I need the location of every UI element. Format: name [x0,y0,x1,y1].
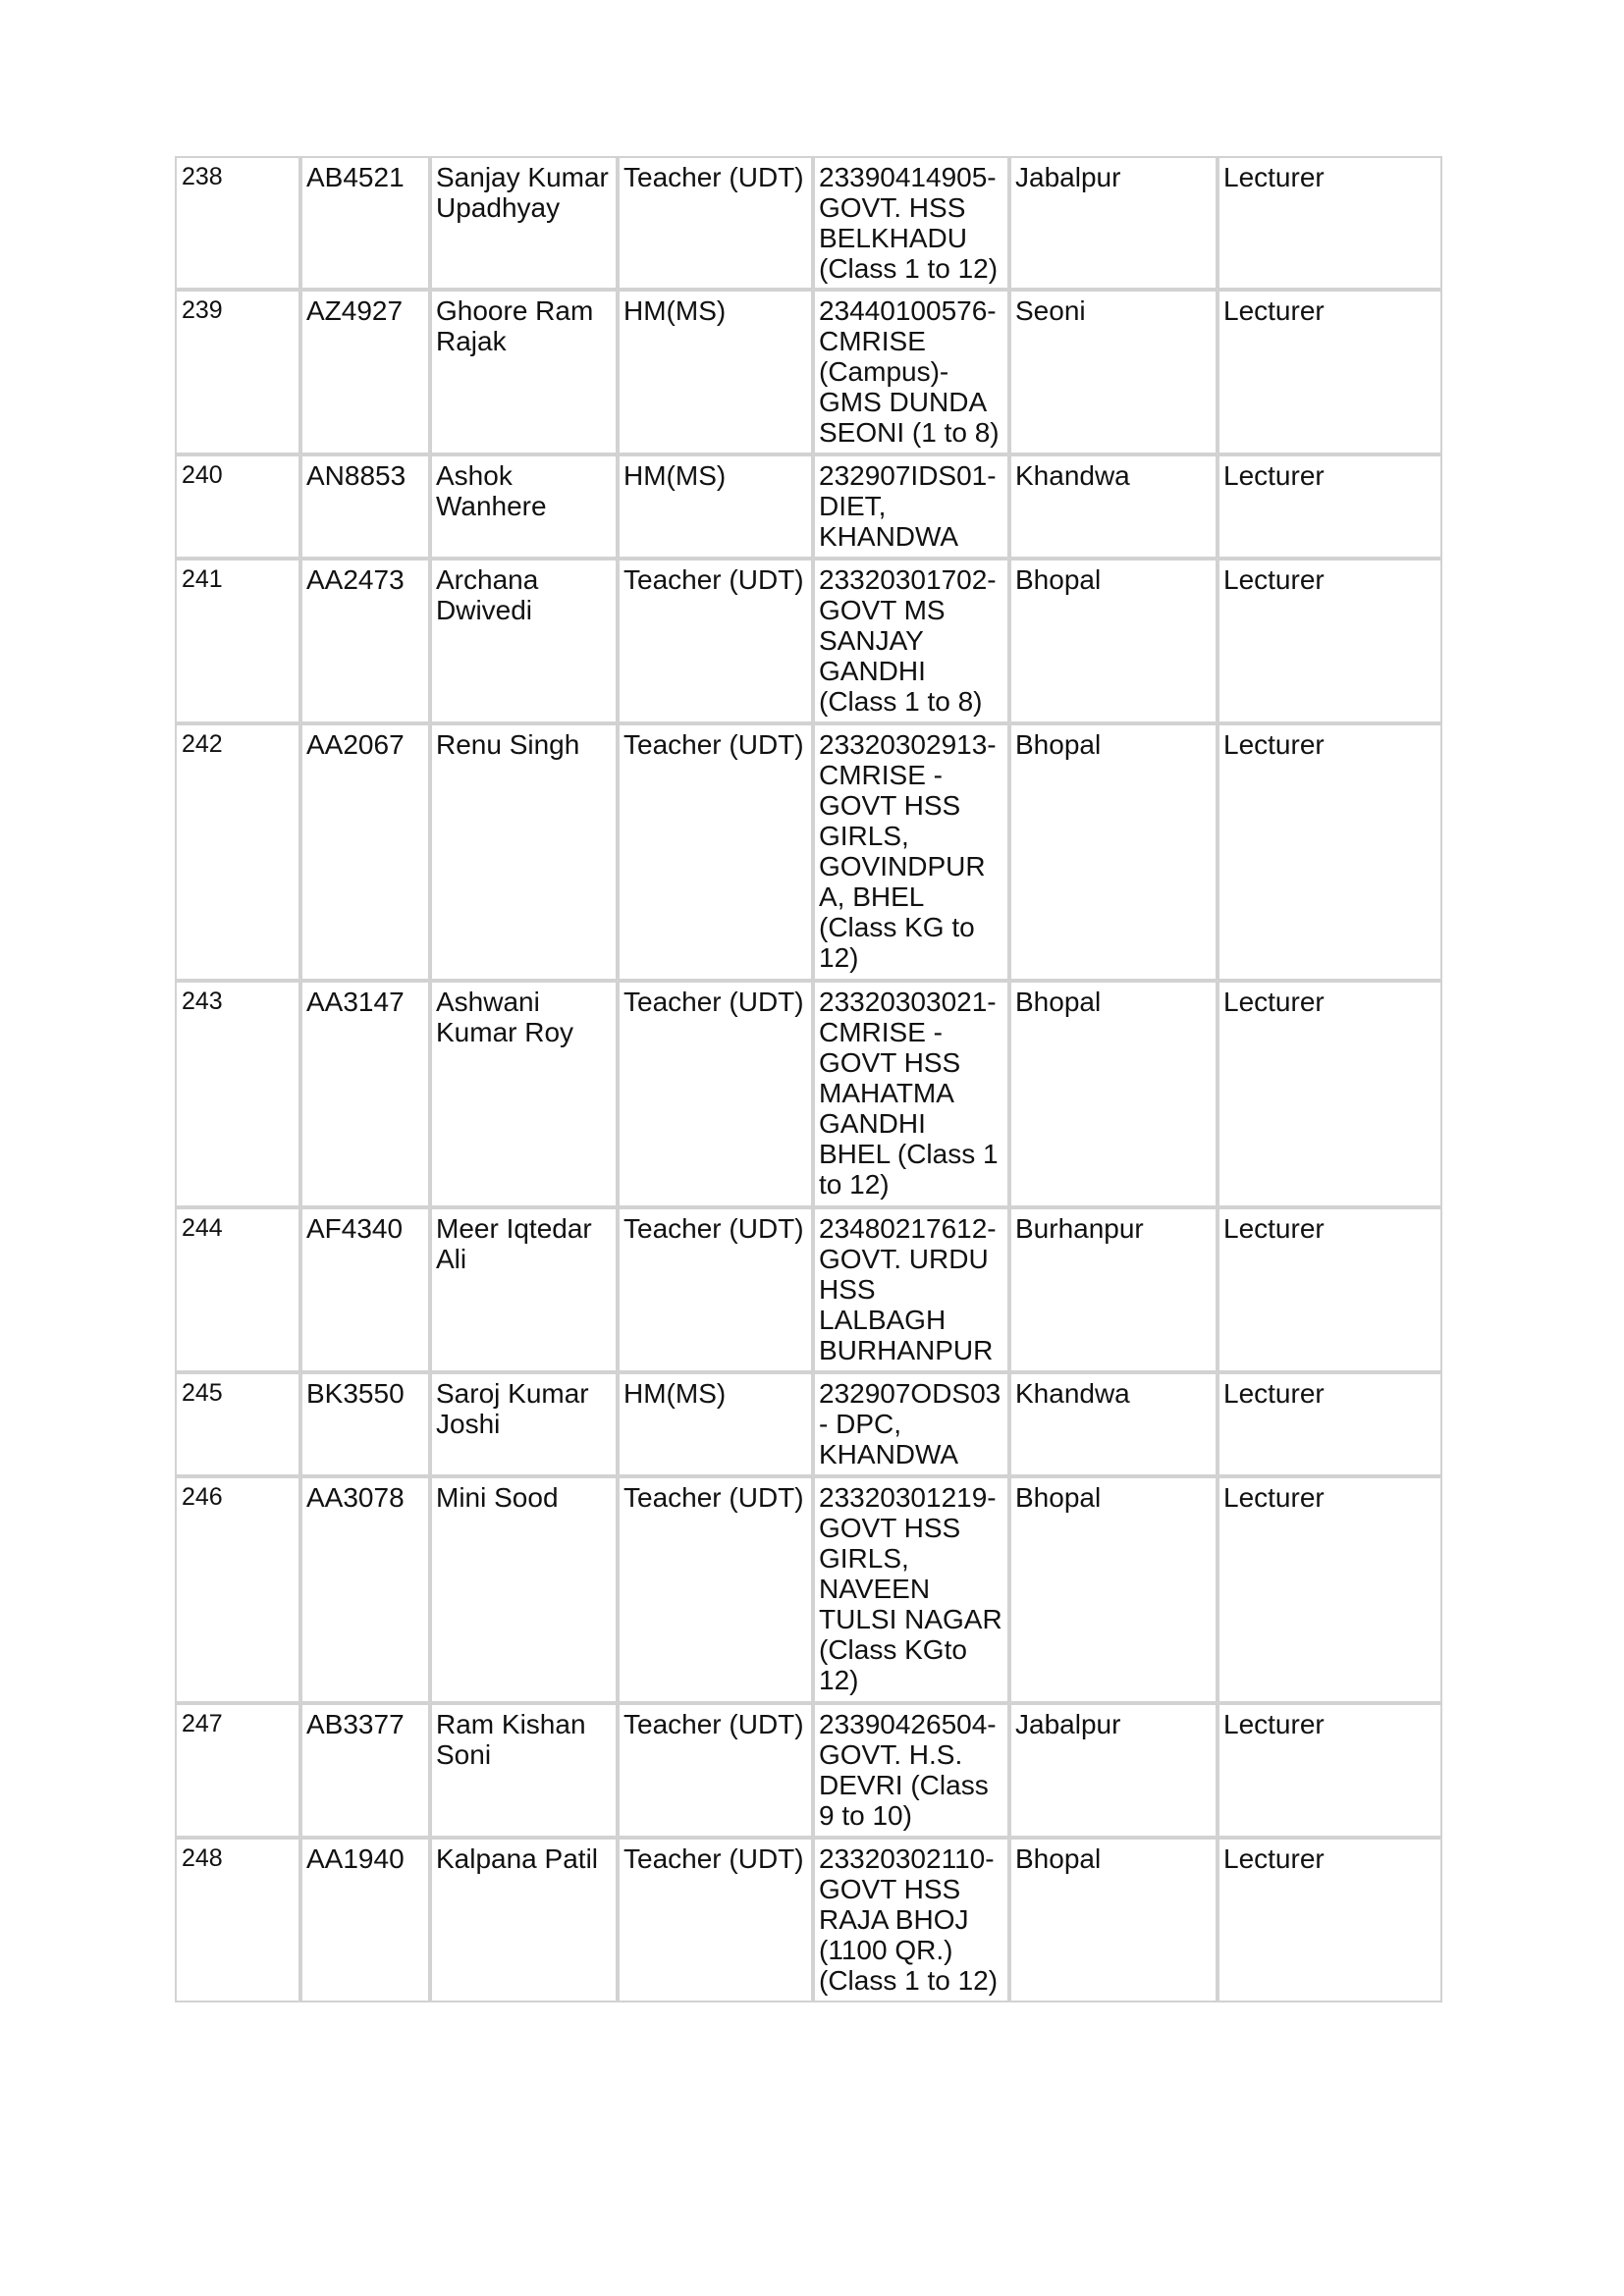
school-cell: 23440100576-CMRISE (Campus)-GMS DUNDA SEONI (1 to 8) [813,290,1009,454]
table-row [175,156,1442,290]
school-cell: 23390426504-GOVT. H.S. DEVRI (Class 9 to 10) [813,1703,1009,1838]
employee-name-cell: Sanjay Kumar Upadhyay [430,156,618,290]
serial-number-cell: 239 [175,290,300,454]
school-cell: 232907ODS03 - DPC, KHANDWA [813,1372,1009,1476]
designation-cell: Lecturer [1218,156,1442,290]
school-cell: 23390414905-GOVT. HSS BELKHADU (Class 1 to 12) [813,156,1009,290]
serial-number-cell: 245 [175,1372,300,1476]
table-row [175,1372,1442,1476]
employee-name-cell: Meer Iqtedar Ali [430,1207,618,1372]
current-post-cell: Teacher (UDT) [618,1476,813,1703]
current-post-cell: Teacher (UDT) [618,1838,813,2002]
school-cell: 23320302110-GOVT HSS RAJA BHOJ (1100 QR.) (Class 1 to 12) [813,1838,1009,2002]
current-post-cell: Teacher (UDT) [618,1703,813,1838]
employee-code-cell: BK3550 [300,1372,430,1476]
serial-number-cell: 240 [175,454,300,559]
serial-number-cell: 246 [175,1476,300,1703]
school-cell: 23320303021-CMRISE - GOVT HSS MAHATMA GANDHI BHEL (Class 1 to 12) [813,981,1009,1207]
employee-name-cell: Saroj Kumar Joshi [430,1372,618,1476]
district-cell: Bhopal [1009,559,1218,723]
employee-code-cell: AF4340 [300,1207,430,1372]
employee-code-cell: AB3377 [300,1703,430,1838]
serial-number-cell: 244 [175,1207,300,1372]
school-cell: 23320301219-GOVT HSS GIRLS, NAVEEN TULSI NAGAR (Class KGto 12) [813,1476,1009,1703]
designation-cell: Lecturer [1218,723,1442,981]
district-cell: Bhopal [1009,1476,1218,1703]
table-row [175,454,1442,559]
table-row [175,1703,1442,1838]
current-post-cell: HM(MS) [618,290,813,454]
district-cell: Bhopal [1009,723,1218,981]
employee-name-cell: Ghoore Ram Rajak [430,290,618,454]
current-post-cell: Teacher (UDT) [618,981,813,1207]
current-post-cell: Teacher (UDT) [618,156,813,290]
school-cell: 23480217612-GOVT. URDU HSS LALBAGH BURHANPUR [813,1207,1009,1372]
employee-code-cell: AZ4927 [300,290,430,454]
current-post-cell: HM(MS) [618,454,813,559]
employee-code-cell: AN8853 [300,454,430,559]
table-row [175,723,1442,981]
employee-code-cell: AA2473 [300,559,430,723]
table-row [175,290,1442,454]
table-row [175,559,1442,723]
designation-cell: Lecturer [1218,981,1442,1207]
designation-cell: Lecturer [1218,1207,1442,1372]
designation-cell: Lecturer [1218,290,1442,454]
employee-code-cell: AA1940 [300,1838,430,2002]
employee-code-cell: AA3078 [300,1476,430,1703]
serial-number-cell: 248 [175,1838,300,2002]
school-cell: 232907IDS01-DIET, KHANDWA [813,454,1009,559]
district-cell: Seoni [1009,290,1218,454]
district-cell: Khandwa [1009,454,1218,559]
table-row [175,981,1442,1207]
employee-name-cell: Ashwani Kumar Roy [430,981,618,1207]
district-cell: Bhopal [1009,981,1218,1207]
current-post-cell: Teacher (UDT) [618,1207,813,1372]
employee-code-cell: AA2067 [300,723,430,981]
employee-name-cell: Ram Kishan Soni [430,1703,618,1838]
designation-cell: Lecturer [1218,1703,1442,1838]
district-cell: Khandwa [1009,1372,1218,1476]
district-cell: Burhanpur [1009,1207,1218,1372]
designation-cell: Lecturer [1218,1476,1442,1703]
table-row [175,1207,1442,1372]
employee-code-cell: AB4521 [300,156,430,290]
designation-cell: Lecturer [1218,559,1442,723]
table-row [175,1838,1442,2002]
employee-code-cell: AA3147 [300,981,430,1207]
current-post-cell: Teacher (UDT) [618,723,813,981]
designation-cell: Lecturer [1218,1372,1442,1476]
employee-name-cell: Mini Sood [430,1476,618,1703]
employee-name-cell: Ashok Wanhere [430,454,618,559]
serial-number-cell: 242 [175,723,300,981]
staff-table [175,156,1442,2002]
serial-number-cell: 247 [175,1703,300,1838]
employee-name-cell: Archana Dwivedi [430,559,618,723]
current-post-cell: HM(MS) [618,1372,813,1476]
serial-number-cell: 243 [175,981,300,1207]
district-cell: Bhopal [1009,1838,1218,2002]
serial-number-cell: 238 [175,156,300,290]
district-cell: Jabalpur [1009,1703,1218,1838]
designation-cell: Lecturer [1218,454,1442,559]
employee-name-cell: Kalpana Patil [430,1838,618,2002]
district-cell: Jabalpur [1009,156,1218,290]
table-body [175,156,1442,2002]
current-post-cell: Teacher (UDT) [618,559,813,723]
serial-number-cell: 241 [175,559,300,723]
table-row [175,1476,1442,1703]
school-cell: 23320301702-GOVT MS SANJAY GANDHI (Class 1 to 8) [813,559,1009,723]
designation-cell: Lecturer [1218,1838,1442,2002]
employee-name-cell: Renu Singh [430,723,618,981]
school-cell: 23320302913-CMRISE - GOVT HSS GIRLS, GOVINDPURA, BHEL (Class KG to 12) [813,723,1009,981]
